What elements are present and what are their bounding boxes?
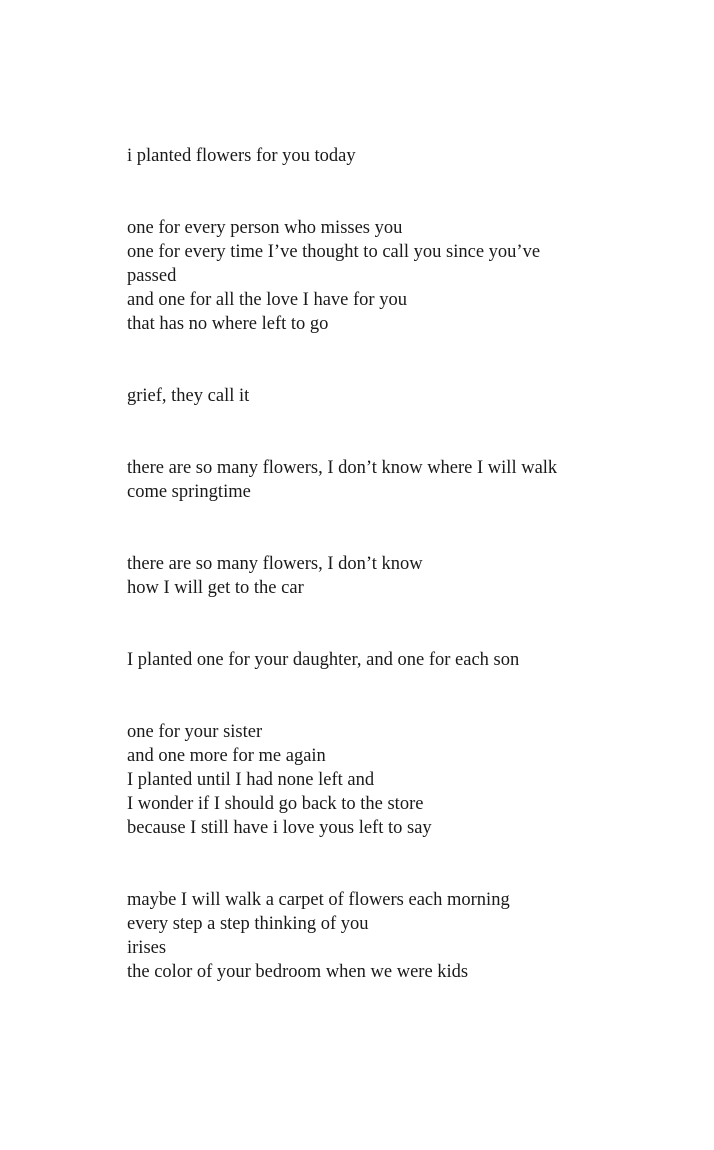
poem-line: every step a step thinking of you — [127, 914, 369, 934]
poem-line: the color of your bedroom when we were kids — [127, 962, 469, 982]
poem-line: and one more for me again — [127, 746, 326, 766]
poem-line: one for every person who misses you — [127, 218, 403, 238]
poem-line: one for your sister — [127, 722, 263, 742]
poem-line: there are so many flowers, I don’t know where I will walk — [127, 458, 558, 478]
stanza-6 — [127, 648, 647, 672]
stanza-4 — [127, 456, 647, 504]
poem-line: there are so many flowers, I don’t know — [127, 554, 423, 574]
poem-line: I wonder if I should go back to the store — [127, 794, 424, 814]
poem-line: irises — [127, 938, 167, 958]
poem-line: and one for all the love I have for you — [127, 290, 407, 310]
poem-line: I planted until I had none left and — [127, 770, 375, 790]
stanza-5 — [127, 552, 647, 600]
stanza-3 — [127, 384, 647, 408]
poem-line: one for every time I’ve thought to call you since you’ve — [127, 242, 541, 262]
poem-line: come springtime — [127, 482, 251, 502]
stanza-8 — [127, 888, 647, 984]
poem-line: because I still have i love yous left to say — [127, 818, 432, 838]
poem-line: i planted flowers for you today — [127, 146, 356, 166]
poem-body — [127, 144, 647, 1032]
stanza-7 — [127, 720, 647, 840]
poem-line: I planted one for your daughter, and one for each son — [127, 650, 520, 670]
stanza-2 — [127, 216, 647, 336]
poem-line: how I will get to the car — [127, 578, 304, 598]
poem-line: passed — [127, 266, 177, 286]
poem-line: that has no where left to go — [127, 314, 329, 334]
poem-line: maybe I will walk a carpet of flowers each morning — [127, 890, 510, 910]
stanza-1 — [127, 144, 647, 168]
poem-line: grief, they call it — [127, 386, 250, 406]
